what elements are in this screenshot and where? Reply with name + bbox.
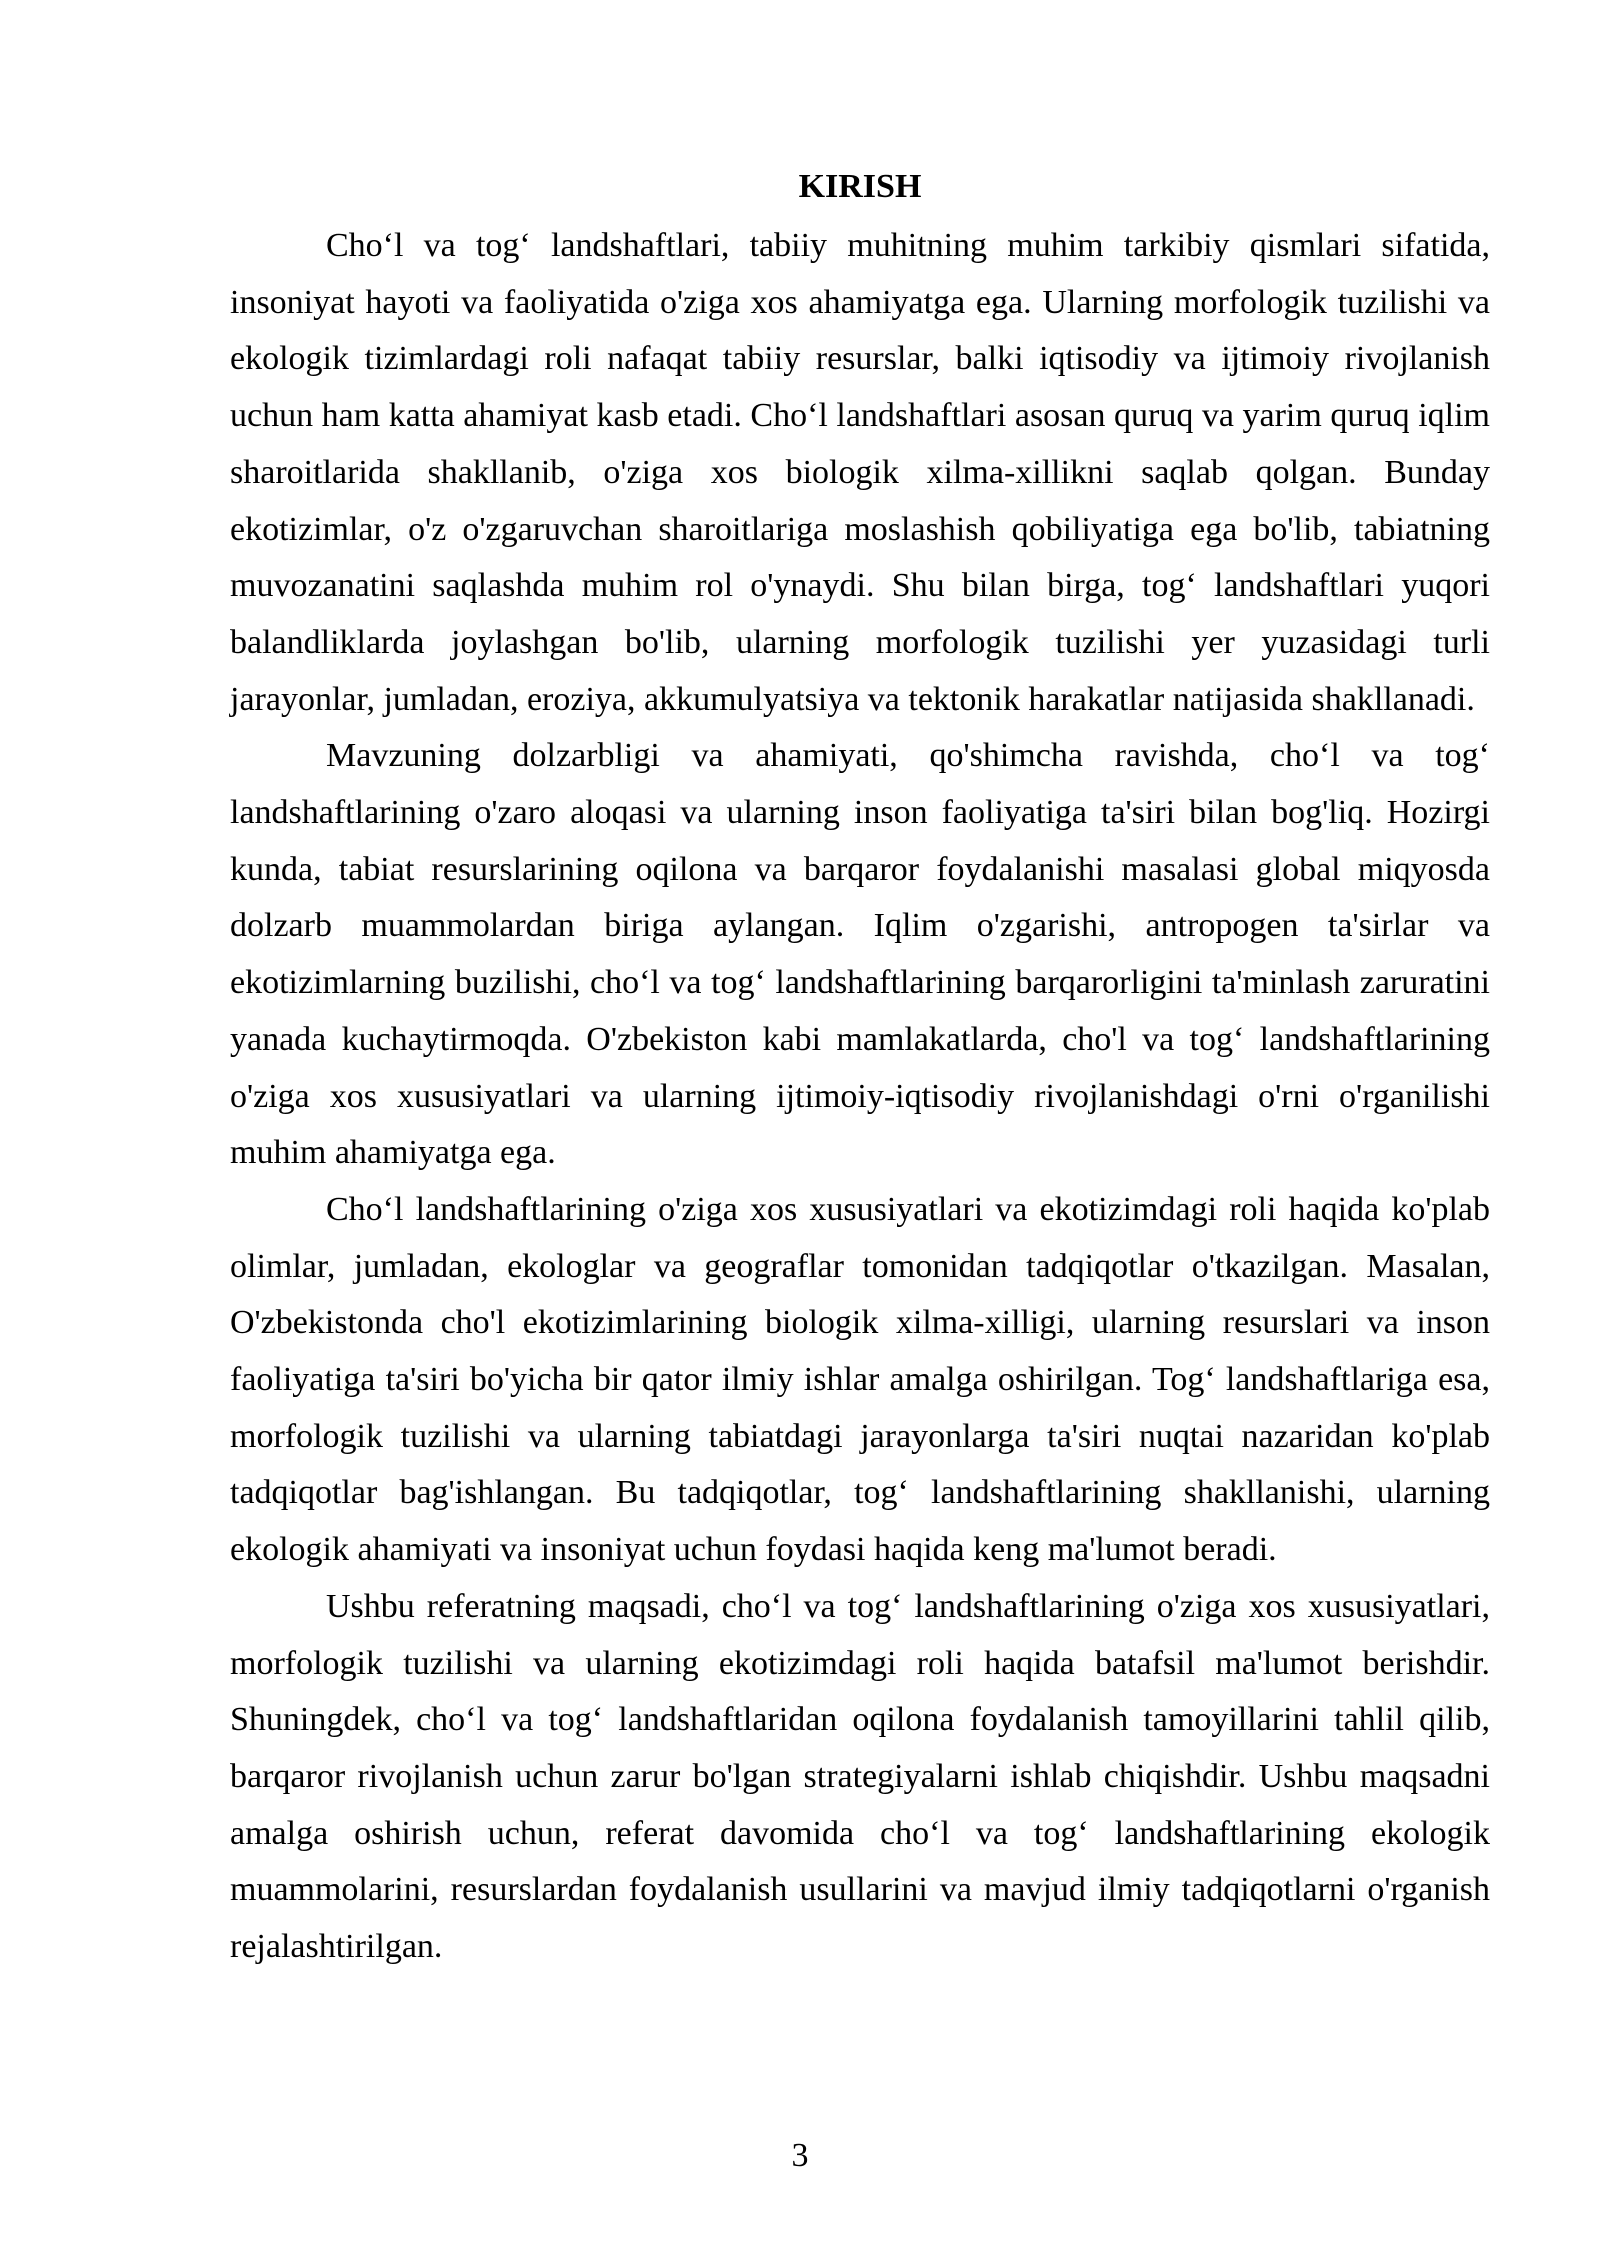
paragraph: Mavzuning dolzarbligi va ahamiyati, qo'shimcha ravishda, cho‘l va tog‘ landshaftlarining o'zaro aloqasi va ularning inson faoliyatiga ta'siri bilan bog'liq. Hozirgi kunda, tabiat resurslarining oqilona va barqaror foydalanishi masalasi global miqyosda dolzarb muammolardan biriga aylangan. Iqlim o'zgarishi, antropogen ta'sirlar va ekotizimlarning buzilishi, cho‘l va tog‘ landshaftlarining barqarorligini ta'minlash zaruratini yanada kuchaytirmoqda. O'zbekiston kabi mamlakatlarda, cho'l va tog‘ landshaftlarining o'ziga xos xususiyatlari va ularning ijtimoiy-iqtisodiy rivojlanishdagi o'rni o'rganilishi muhim ahamiyatga ega.	[230, 737, 1490, 1172]
section-title: KIRISH	[798, 168, 922, 205]
paragraph: Cho‘l landshaftlarining o'ziga xos xususiyatlari va ekotizimdagi roli haqida ko'plab olimlar, jumladan, ekologlar va geograflar tomonidan tadqiqotlar o'tkazilgan. Masalan, O'zbekistonda cho'l ekotizimlarining biologik xilma-xilligi, ularning resurslari va inson faoliyatiga ta'siri bo'yicha bir qator ilmiy ishlar amalga oshirilgan. Tog‘ landshaftlariga esa, morfologik tuzilishi va ularning tabiatdagi jarayonlarga ta'siri nuqtai nazaridan ko'plab tadqiqotlar bag'ishlangan. Bu tadqiqotlar, tog‘ landshaftlarining shakllanishi, ularning ekologik ahamiyati va insoniyat uchun foydasi haqida keng ma'lumot beradi.	[230, 1190, 1490, 1569]
paragraph: Ushbu referatning maqsadi, cho‘l va tog‘ landshaftlarining o'ziga xos xususiyatlari, morfologik tuzilishi va ularning ekotizimdagi roli haqida batafsil ma'lumot berishdir. Shuningdek, cho‘l va tog‘ landshaftlaridan oqilona foydalanish tamoyillarini tahlil qilib, barqaror rivojlanish uchun zarur bo'lgan strategiyalarni ishlab chiqishdir. Ushbu maqsadni amalga oshirish uchun, referat davomida cho‘l va tog‘ landshaftlarining ekologik muammolarini, resurslardan foydalanish usullarini va mavjud ilmiy tadqiqotlarni o'rganish rejalashtirilgan.	[230, 1587, 1490, 1966]
page-content	[230, 160, 1490, 1976]
page-number: 3	[791, 2137, 809, 2174]
paragraph: Cho‘l va tog‘ landshaftlari, tabiiy muhitning muhim tarkibiy qismlari sifatida, insoniyat hayoti va faoliyatida o'ziga xos ahamiyatga ega. Ularning morfologik tuzilishi va ekologik tizimlardagi roli nafaqat tabiiy resurslar, balki iqtisodiy va ijtimoiy rivojlanish uchun ham katta ahamiyat kasb etadi. Cho‘l landshaftlari asosan quruq va yarim quruq iqlim sharoitlarida shakllanib, o'ziga xos biologik xilma-xillikni saqlab qolgan. Bunday ekotizimlar, o'z o'zgaruvchan sharoitlariga moslashish qobiliyatiga ega bo'lib, tabiatning muvozanatini saqlashda muhim rol o'ynaydi. Shu bilan birga, tog‘ landshaftlari yuqori balandliklarda joylashgan bo'lib, ularning morfologik tuzilishi yer yuzasidagi turli jarayonlar, jumladan, eroziya, akkumulyatsiya va tektonik harakatlar natijasida shakllanadi.	[230, 227, 1490, 718]
